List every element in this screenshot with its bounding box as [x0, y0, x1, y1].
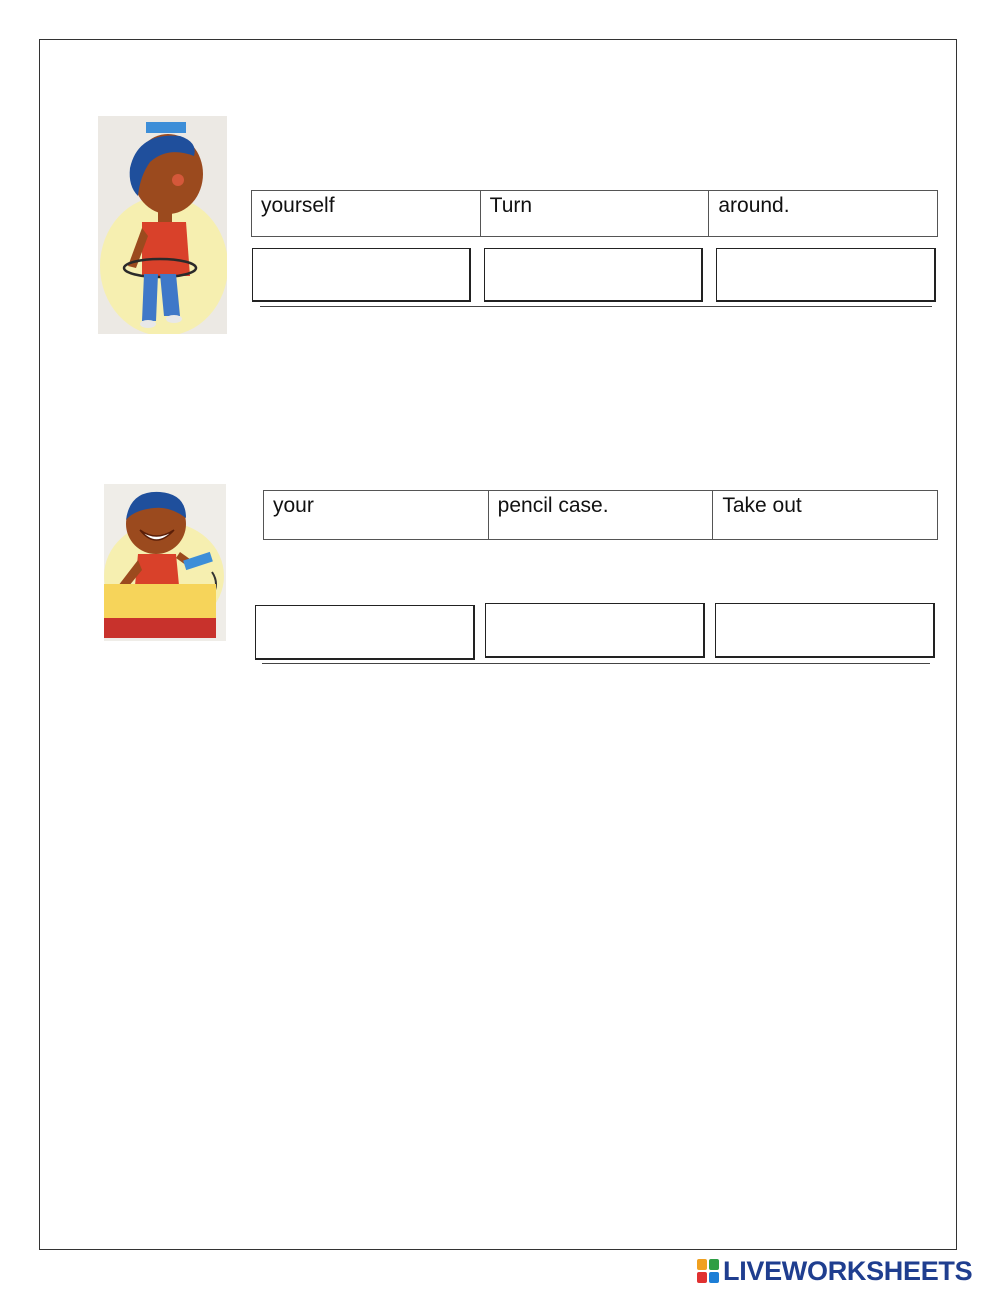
- draggable-word[interactable]: pencil case.: [489, 491, 714, 539]
- answer-drop-box[interactable]: [485, 603, 705, 658]
- answer-underline: [260, 306, 932, 307]
- answer-drop-box[interactable]: [716, 248, 936, 302]
- boy-pencil-case-illustration: [104, 484, 226, 641]
- liveworksheets-logo: [697, 1257, 972, 1285]
- draggable-word[interactable]: your: [264, 491, 489, 539]
- draggable-word[interactable]: around.: [718, 194, 790, 217]
- answer-underline: [262, 663, 930, 664]
- answer-drop-box[interactable]: [715, 603, 935, 658]
- word-bank-row: [263, 490, 938, 540]
- draggable-word[interactable]: yourself: [252, 191, 481, 236]
- answer-drop-box[interactable]: [252, 248, 471, 302]
- logo-text: LIVEWORKSHEETS: [723, 1255, 973, 1286]
- draggable-word[interactable]: Turn: [481, 191, 710, 236]
- boy-turning-illustration: [98, 116, 227, 334]
- liveworksheets-logo-icon: [697, 1259, 719, 1283]
- answer-drop-box[interactable]: [484, 248, 703, 302]
- answer-drop-box[interactable]: [255, 605, 475, 660]
- draggable-word[interactable]: Take out: [722, 494, 802, 517]
- word-bank-row: [251, 190, 938, 237]
